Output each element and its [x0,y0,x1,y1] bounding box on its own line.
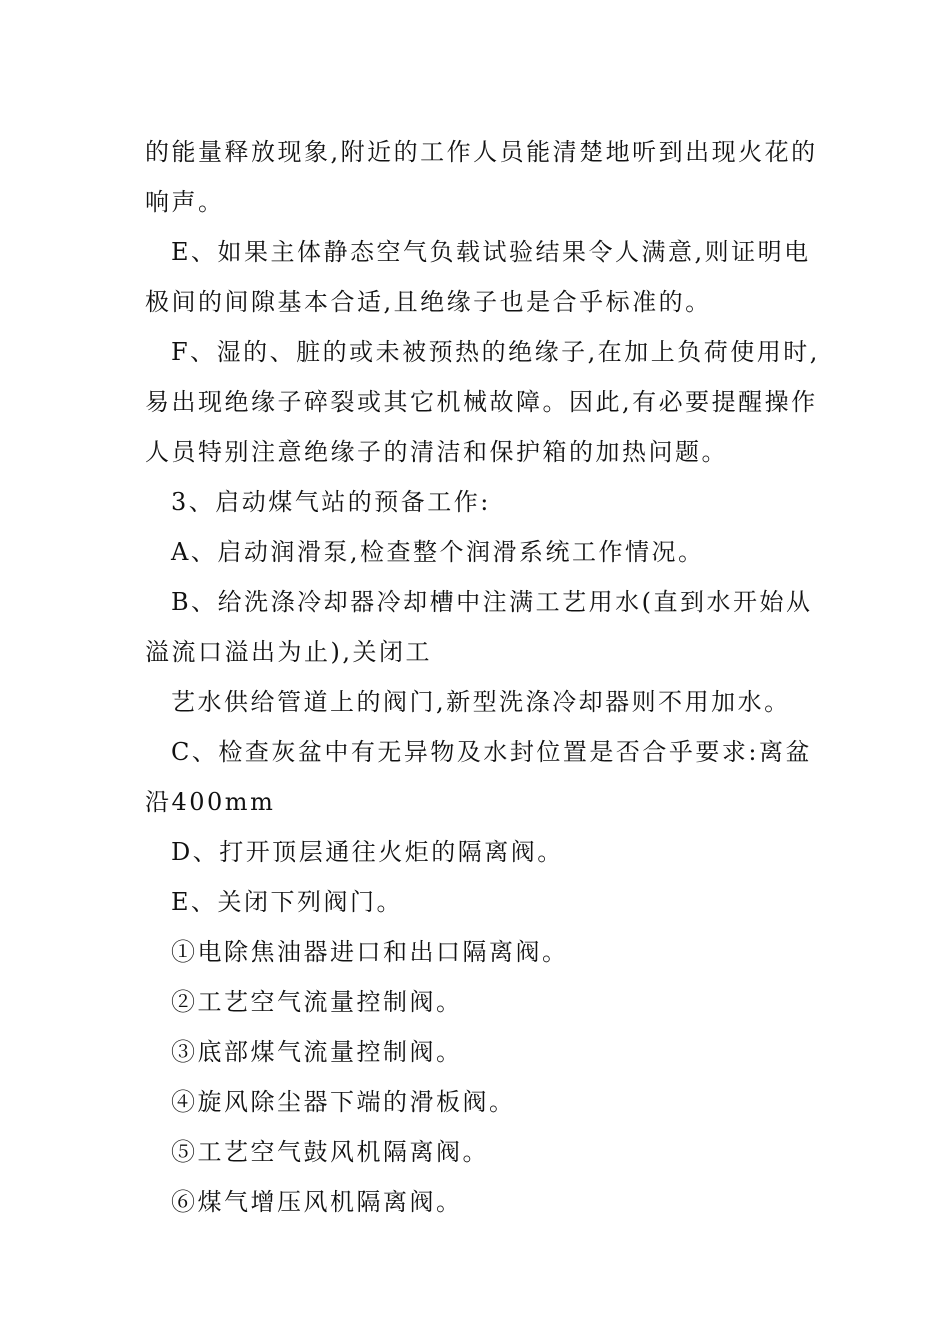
paragraph-line: 人员特别注意绝缘子的清洁和保护箱的加热问题。 [145,438,728,466]
document-body [145,131,820,1231]
paragraph-line: E、如果主体静态空气负载试验结果令人满意,则证明电 [171,238,811,266]
paragraph-line: 沿400mm [145,788,276,816]
paragraph-line: 易出现绝缘子碎裂或其它机械故障。因此,有必要提醒操作 [145,388,818,416]
paragraph-line: 响声。 [145,188,225,216]
paragraph-line: 的能量释放现象,附近的工作人员能清楚地听到出现火花的 [145,138,818,166]
paragraph-line: B、给洗涤冷却器冷却槽中注满工艺用水(直到水开始从 [171,588,813,616]
list-item: ④旋风除尘器下端的滑板阀。 [171,1088,516,1116]
list-item: ⑤工艺空气鼓风机隔离阀。 [171,1138,489,1166]
list-item: ①电除焦油器进口和出口隔离阀。 [171,938,569,966]
list-item: ②工艺空气流量控制阀。 [171,988,463,1016]
paragraph-line: 艺水供给管道上的阀门,新型洗涤冷却器则不用加水。 [171,688,791,716]
paragraph-line: C、检查灰盆中有无异物及水封位置是否合乎要求:离盆 [171,738,812,766]
paragraph-line: A、启动润滑泵,检查整个润滑系统工作情况。 [171,538,705,566]
list-item: ③底部煤气流量控制阀。 [171,1038,463,1066]
paragraph-line: D、打开顶层通往火炬的隔离阀。 [171,838,564,866]
section-heading: 3、启动煤气站的预备工作: [171,488,491,516]
paragraph-line: 溢流口溢出为止),关闭工 [145,638,432,666]
paragraph-line: 极间的间隙基本合适,且绝缘子也是合乎标准的。 [145,288,712,316]
paragraph-line: F、湿的、脏的或未被预热的绝缘子,在加上负荷使用时, [171,338,820,366]
list-item: ⑥煤气增压风机隔离阀。 [171,1188,463,1216]
paragraph-line: E、关闭下列阀门。 [171,888,404,916]
